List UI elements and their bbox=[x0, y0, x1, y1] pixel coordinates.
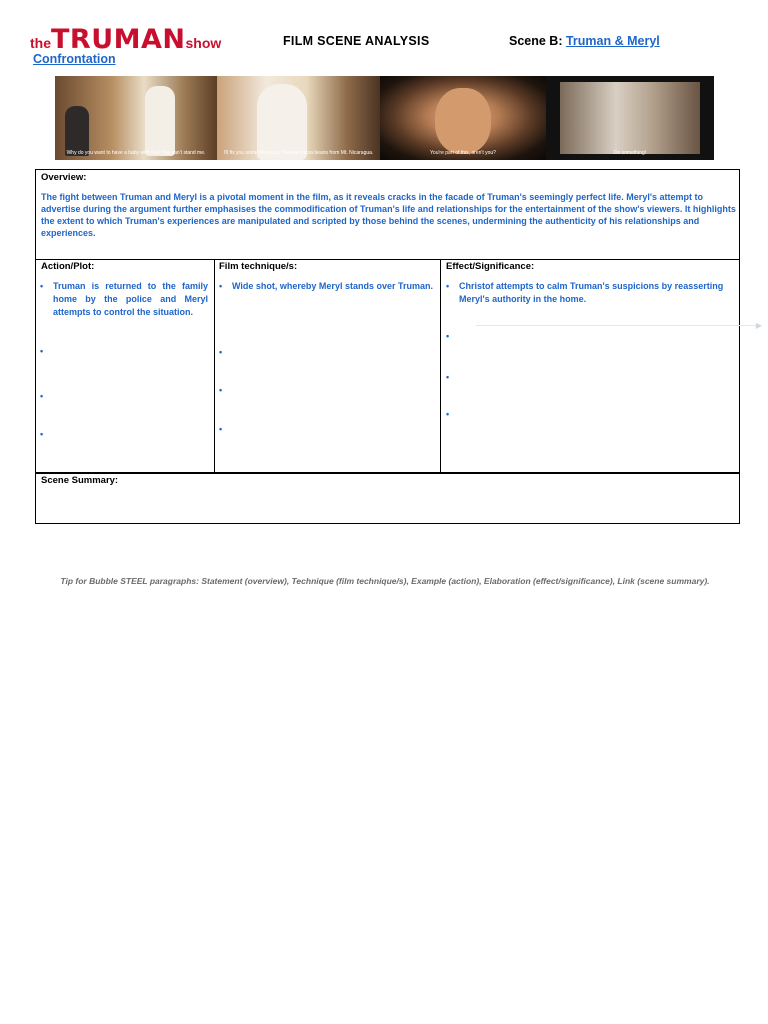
effect-bullet-1 bbox=[446, 280, 726, 306]
bullet-icon: • bbox=[446, 372, 450, 382]
analysis-grid bbox=[35, 259, 762, 474]
bullet-icon: • bbox=[40, 346, 44, 356]
logo-show: show bbox=[185, 35, 222, 51]
bullet-icon: • bbox=[40, 429, 44, 439]
bullet-icon: • bbox=[219, 424, 223, 434]
column-divider bbox=[214, 259, 215, 473]
still-subtitle: You're part of this, aren't you? bbox=[430, 150, 496, 156]
action-bullet-text: Truman is returned to the family home by the police and Meryl attempts to control the situation. bbox=[53, 281, 208, 317]
document-title: FILM SCENE ANALYSIS bbox=[283, 34, 430, 48]
technique-bullet-1 bbox=[219, 280, 433, 293]
bullet-icon: • bbox=[219, 347, 223, 357]
technique-bullet-text: Wide shot, whereby Meryl stands over Truman. bbox=[232, 281, 433, 291]
scene-heading bbox=[509, 34, 660, 48]
still-subtitle: Why do you want to have a baby with me? You can't stand me. bbox=[66, 150, 206, 156]
truman-show-logo bbox=[30, 24, 222, 55]
film-still-4 bbox=[546, 76, 714, 160]
action-bullet-1 bbox=[40, 280, 208, 319]
logo-the: the bbox=[30, 35, 51, 51]
scene-name-link-continued[interactable]: Confrontation bbox=[33, 52, 116, 66]
bullet-icon: • bbox=[446, 331, 450, 341]
film-still-2 bbox=[217, 76, 380, 160]
still-subtitle: Do something! bbox=[613, 150, 647, 156]
bullet-icon: • bbox=[40, 281, 44, 291]
steel-paragraph-tip: Tip for Bubble STEEL paragraphs: Statement (overview), Technique (film technique/s), Example (action), Elaboration (effect/significance), Link (scene summary). bbox=[60, 576, 710, 586]
scene-name-link[interactable]: Truman & Meryl bbox=[565, 34, 660, 48]
film-still-1 bbox=[55, 76, 217, 160]
bullet-icon: • bbox=[446, 281, 450, 291]
logo-truman: TRUMAN bbox=[51, 24, 186, 55]
bullet-icon: • bbox=[446, 409, 450, 419]
effect-bullet-text: Christof attempts to calm Truman's suspicions by reasserting Meryl's authority in the home. bbox=[459, 281, 724, 304]
film-technique-label: Film technique/s: bbox=[219, 261, 298, 272]
overview-text: The fight between Truman and Meryl is a pivotal moment in the film, as it reveals cracks in the facade of Truman's seemingly perfect life. Meryl's attempt to advertise during the argument further emphasises the commodification of Truman's life and relationships for the entertainment of the show's viewers. It highlights the extent to which Truman's experiences are manipulated and scripted by those behind the scenes, undermining the authenticity of his relationships and experiences. bbox=[41, 192, 736, 238]
bullet-icon: • bbox=[40, 391, 44, 401]
faint-arrow-line bbox=[476, 321, 762, 330]
still-subtitle: I'll fix you some Mococoa. Natural cocoa beans from Mt. Nicaragua. bbox=[223, 150, 374, 156]
overview-box bbox=[35, 169, 740, 260]
column-divider bbox=[440, 259, 441, 473]
scene-summary-box bbox=[35, 472, 740, 524]
film-stills-strip bbox=[55, 76, 714, 160]
overview-label: Overview: bbox=[41, 172, 87, 183]
action-plot-label: Action/Plot: bbox=[41, 261, 95, 272]
effect-significance-label: Effect/Significance: bbox=[446, 261, 535, 272]
bullet-icon: • bbox=[219, 281, 223, 291]
bullet-icon: • bbox=[219, 385, 223, 395]
arrow-right-icon: ▶ bbox=[755, 321, 762, 330]
scene-summary-label: Scene Summary: bbox=[41, 475, 119, 486]
scene-prefix: Scene B: bbox=[509, 34, 563, 48]
film-still-3 bbox=[380, 76, 546, 160]
